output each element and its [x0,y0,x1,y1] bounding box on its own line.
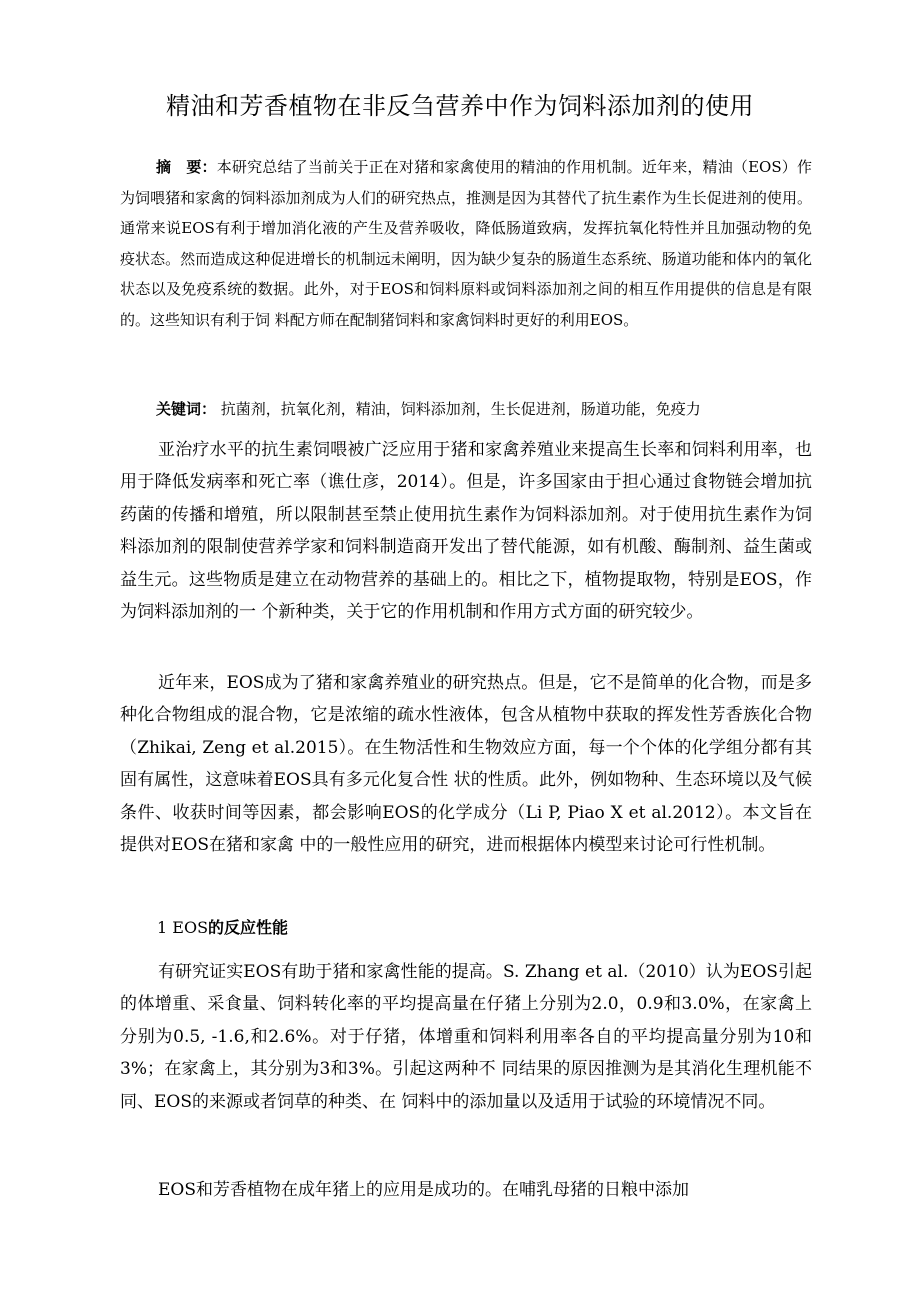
section-heading-1 [157,915,288,938]
body-paragraph-4: EOS和芳香植物在成年猪上的应用是成功的。在哺乳母猪的日粮中添加 [158,1180,689,1200]
body-paragraph-2: 近年来，EOS成为了猪和家禽养殖业的研究热点。但是，它不是简单的化合物，而是多种化合物组成的混合物，它是浓缩的疏水性液体，包含从植物中获取的挥发性芳香族化合物（Zhikai, Zeng et al.2015）。在生物活性和生物效应方面，每一个个体的化学组分都有其固有属性，这意味着EOS具有多元化复合性 状的性质。此外，例如物种、生态环境以及气候条件、收获时间等因素，都会影响EOS的化学成分（Li P, Piao X et al.2012）。本文旨在提供对EOS在猪和家禽 中的一般性应用的研究，进而根据体内模型来讨论可行性机制。 [120,673,812,856]
keywords-label: 关键词： [156,400,217,418]
keywords [156,396,816,422]
keywords-text: 抗菌剂，抗氧化剂，精油，饲料添加剂，生长促进剂，肠道功能，免疫力 [220,400,701,418]
body-paragraph-3: 有研究证实EOS有助于猪和家禽性能的提高。S. Zhang et al.（2010）认为EOS引起的体增重、采食量、饲料转化率的平均提高量在仔猪上分别为2.0，0.9和3.0%，在家禽上分别为0.5, -1.6,和2.6%。对于仔猪，体增重和饲料利用率各自的平均提高量分别为10和3%；在家禽上，其分别为3和3%。引起这两种不 同结果的原因推测为是其消化生理机能不同、EOS的来源或者饲草的种类、在 饲料中的添加量以及适用于试验的环境情况不同。 [120,962,812,1112]
section-title: 的反应性能 [208,918,289,937]
body-paragraph-1: 亚治疗水平的抗生素饲喂被广泛应用于猪和家禽养殖业来提高生长率和饲料利用率，也用于降低发病率和死亡率（谯仕彦，2014）。但是，许多国家由于担心通过食物链会增加抗药菌的传播和增殖，所以限制甚至禁止使用抗生素作为饲料添加剂。对于使用抗生素作为饲料添加剂的限制使营养学家和饲料制造商开发出了替代能源，如有机酸、酶制剂、益生菌或益生元。这些物质是建立在动物营养的基础上的。相比之下，植物提取物，特别是EOS，作为饲料添加剂的一 个新种类，关于它的作用机制和作用方式方面的研究较少。 [120,440,812,623]
page-title: 精油和芳香植物在非反刍营养中作为饲料添加剂的使用 [166,92,754,120]
section-number: 1 EOS [157,918,209,937]
abstract [120,152,812,336]
abstract-label: 摘 要： [156,158,217,176]
abstract-text: 本研究总结了当前关于正在对猪和家禽使用的精油的作用机制。近年来，精油（EOS）作为饲喂猪和家禽的饲料添加剂成为人们的研究热点，推测是因为其替代了抗生素作为生长促进剂的使用。通常来说EOS有利于增加消化液的产生及营养吸收，降低肠道致病，发挥抗氧化特性并且加强动物的免疫状态。然而造成这种促进增长的机制远未阐明，因为缺少复杂的肠道生态系统、肠道功能和体内的氧化状态以及免疫系统的数据。此外，对于EOS和饲料原料或饲料添加剂之间的相互作用提供的信息是有限的。这些知识有利于饲 料配方师在配制猪饲料和家禽饲料时更好的利用EOS。 [120,158,812,329]
